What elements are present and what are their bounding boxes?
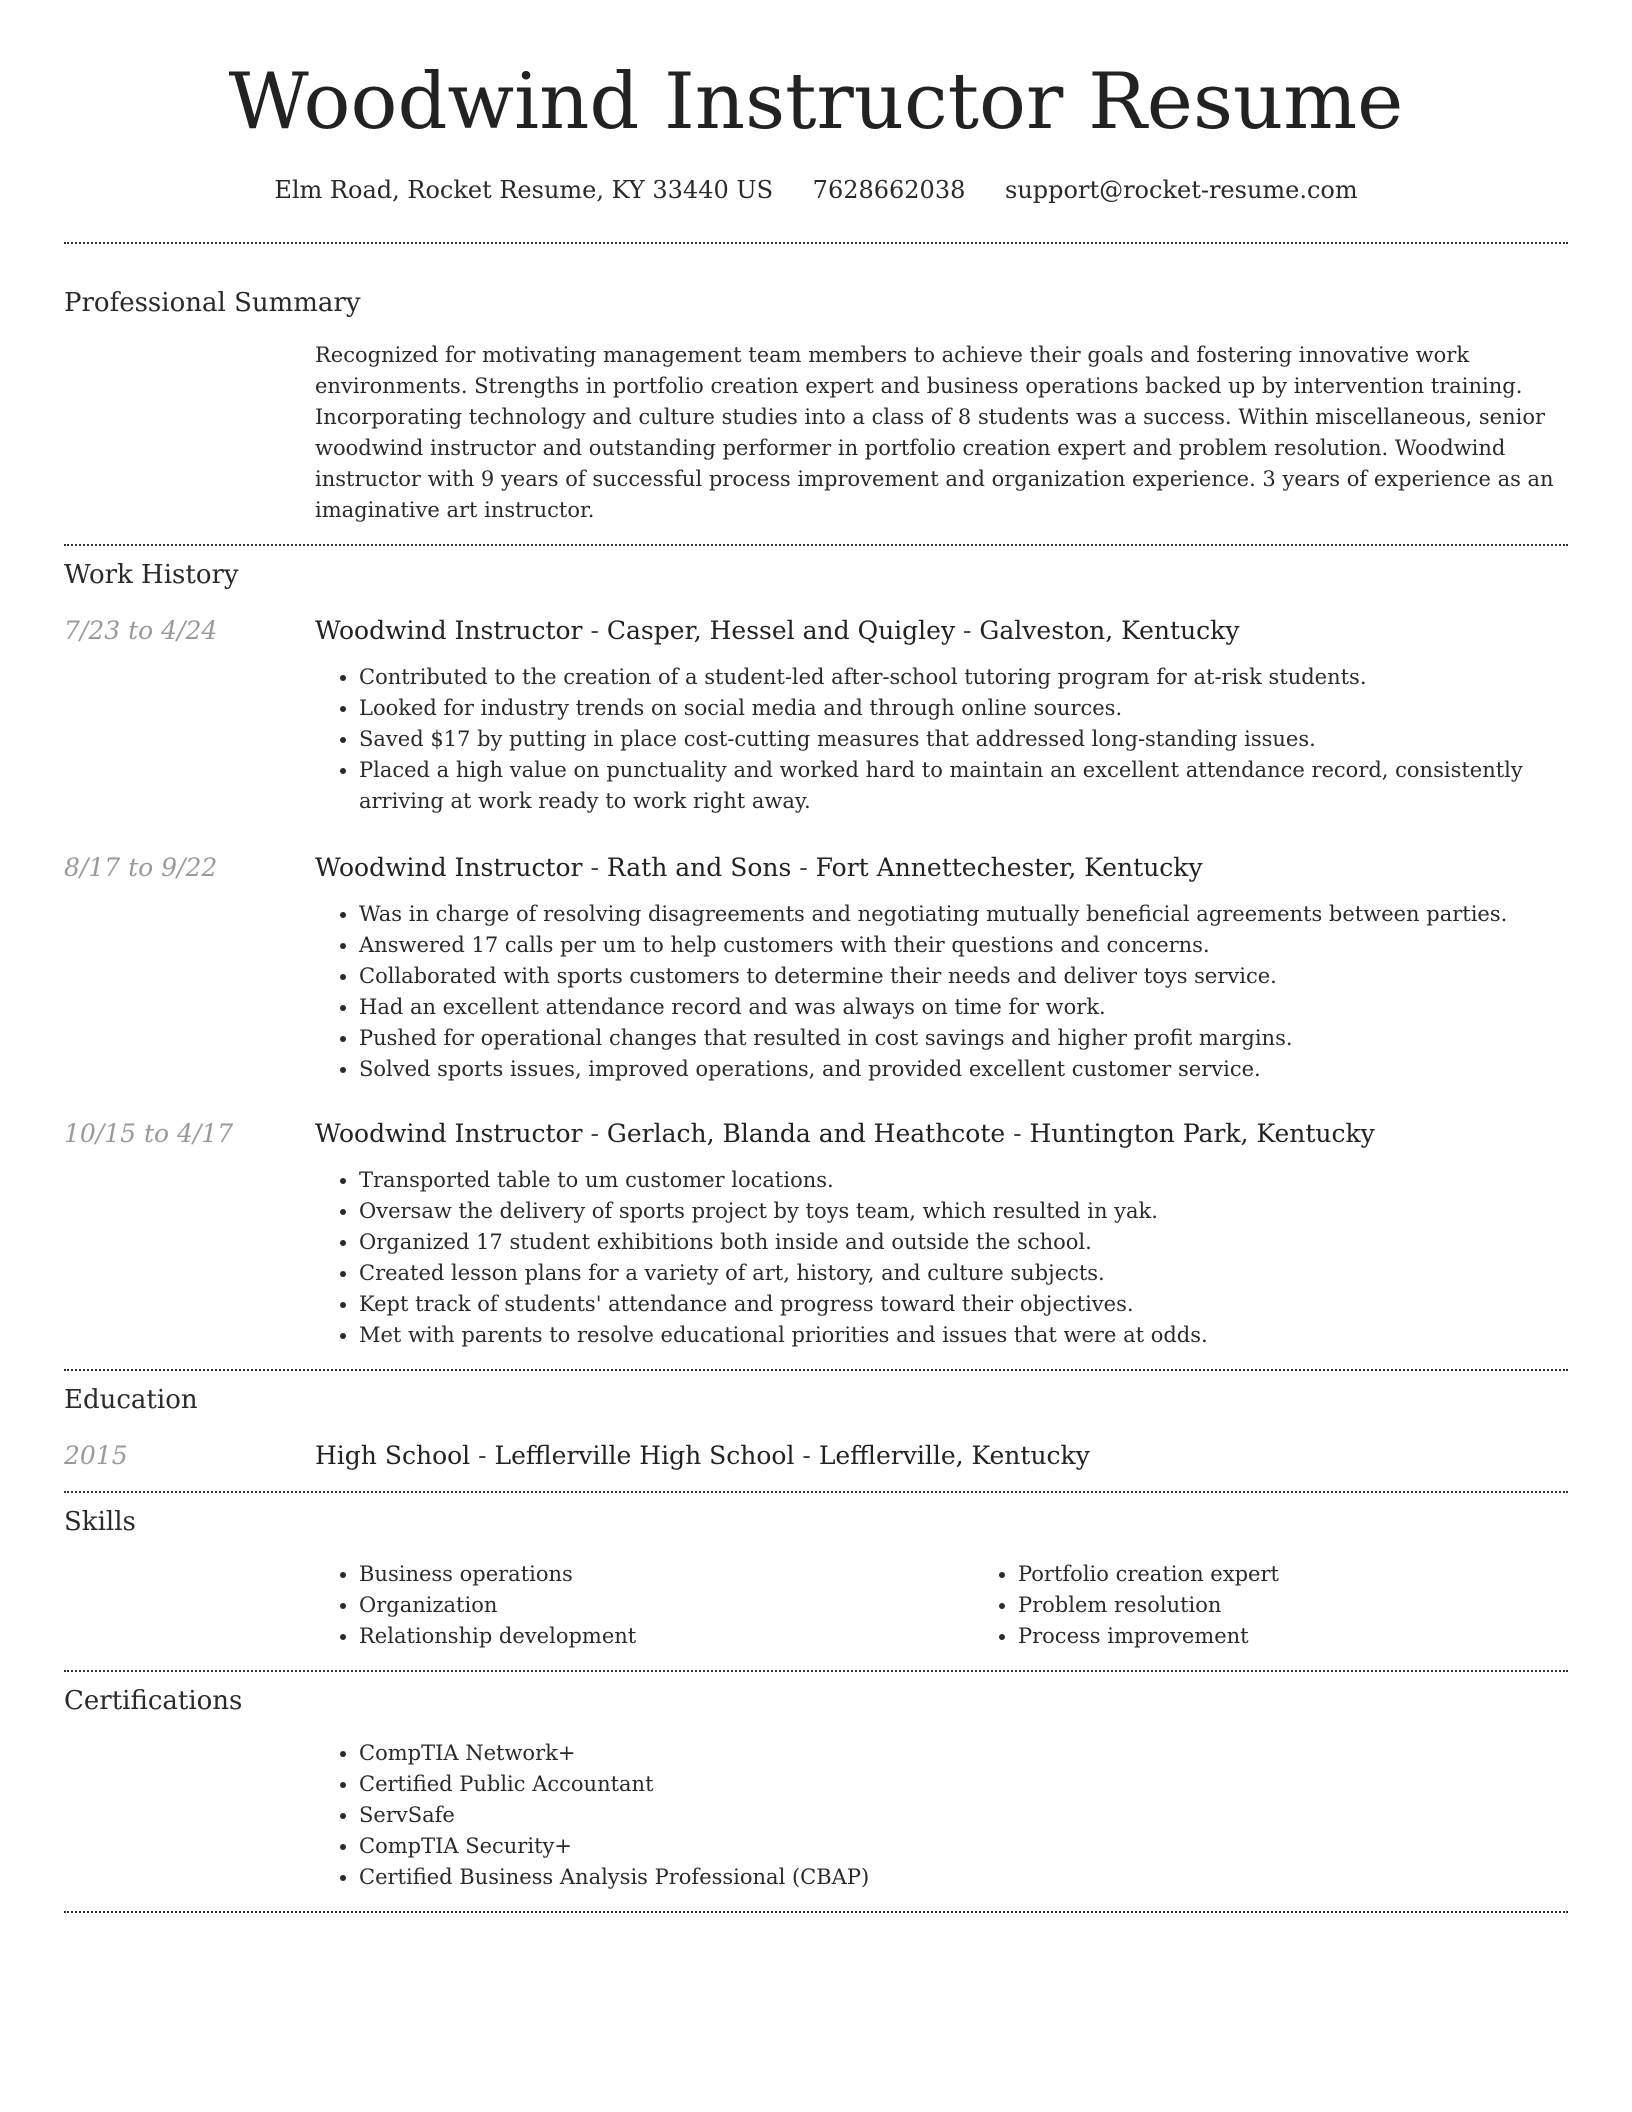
job-heading — [315, 1117, 1568, 1151]
separator: - — [1005, 1119, 1030, 1148]
job-title: Woodwind Instructor — [315, 853, 583, 882]
skill-item: • Business operations — [359, 1559, 974, 1590]
education-year: 2015 — [64, 1441, 128, 1470]
certifications-spacer — [64, 1738, 315, 1893]
divider — [64, 1369, 1568, 1371]
job-location: Galveston, Kentucky — [979, 616, 1240, 645]
certification-item: • Certified Business Analysis Professional (CBAP) — [359, 1862, 1568, 1893]
job-bullet: • Looked for industry trends on social media and through online sources. — [359, 693, 1568, 724]
job-bullet: • Placed a high value on punctuality and worked hard to maintain an excellent attendance record, consistently arriving at work ready to work right away. — [359, 755, 1568, 817]
job-dates: 8/17 to 9/22 — [64, 853, 218, 882]
contact-line — [64, 174, 1568, 206]
job-bullet: • Created lesson plans for a variety of art, history, and culture subjects. — [359, 1258, 1568, 1289]
separator: - — [791, 853, 816, 882]
skill-item: • Organization — [359, 1590, 974, 1621]
skill-item: • Portfolio creation expert — [1018, 1559, 1632, 1590]
separator: - — [955, 616, 980, 645]
education-degree: High School — [315, 1441, 471, 1470]
separator: - — [582, 1119, 607, 1148]
skill-item: • Problem resolution — [1018, 1590, 1632, 1621]
job-company: Gerlach, Blanda and Heathcote — [606, 1119, 1006, 1148]
job-bullets — [315, 899, 1568, 1085]
divider — [64, 1911, 1568, 1913]
job-entry — [64, 851, 1568, 1085]
job-bullet: • Answered 17 calls per um to help customers with their questions and concerns. — [359, 930, 1568, 961]
divider — [64, 544, 1568, 546]
job-heading — [315, 614, 1568, 648]
contact-address: Elm Road, Rocket Resume, KY 33440 US — [274, 176, 774, 204]
section-heading-summary: Professional Summary — [64, 288, 361, 318]
job-company: Rath and Sons — [606, 853, 792, 882]
section-heading-skills: Skills — [64, 1507, 136, 1537]
job-entry — [64, 1117, 1568, 1351]
skills-grid — [315, 1559, 1632, 1652]
separator: - — [582, 853, 607, 882]
job-bullet: • Saved $17 by putting in place cost-cutting measures that addressed long-standing issues. — [359, 724, 1568, 755]
certification-item: • CompTIA Network+ — [359, 1738, 1568, 1769]
job-bullet: • Was in charge of resolving disagreements and negotiating mutually beneficial agreements between parties. — [359, 899, 1568, 930]
job-bullet: • Organized 17 student exhibitions both inside and outside the school. — [359, 1227, 1568, 1258]
certification-item: • Certified Public Accountant — [359, 1769, 1568, 1800]
job-bullet: • Transported table to um customer locations. — [359, 1165, 1568, 1196]
certifications-section — [64, 1684, 1568, 1893]
education-heading — [315, 1439, 1568, 1473]
skill-item: • Process improvement — [1018, 1621, 1632, 1652]
job-title: Woodwind Instructor — [315, 1119, 583, 1148]
job-dates: 10/15 to 4/17 — [64, 1119, 234, 1148]
job-dates: 7/23 to 4/24 — [64, 616, 218, 645]
work-history-section — [64, 558, 1568, 1351]
job-bullet: • Had an excellent attendance record and was always on time for work. — [359, 992, 1568, 1023]
summary-spacer — [64, 340, 315, 526]
job-bullet: • Contributed to the creation of a student-led after-school tutoring program for at-risk students. — [359, 662, 1568, 693]
education-entry — [64, 1439, 1568, 1473]
summary-section — [64, 286, 1568, 526]
summary-text: Recognized for motivating management team members to achieve their goals and fostering innovative work environments. Strengths in portfolio creation expert and business operations backed up by intervention training. Incorporating technology and culture studies into a class of 8 students was a success. Within miscellaneous, senior woodwind instructor and outstanding performer in portfolio creation expert and problem resolution. Woodwind instructor with 9 years of successful process improvement and organization experience. 3 years of experience as an imaginative art instructor. — [315, 343, 1554, 522]
job-location: Huntington Park, Kentucky — [1029, 1119, 1375, 1148]
skills-list-left — [315, 1559, 974, 1652]
separator: - — [470, 1441, 495, 1470]
certifications-list — [315, 1738, 1568, 1893]
skills-spacer — [64, 1559, 315, 1652]
job-entry — [64, 614, 1568, 817]
job-bullet: • Solved sports issues, improved operations, and provided excellent customer service. — [359, 1054, 1568, 1085]
section-heading-education: Education — [64, 1385, 198, 1415]
job-bullets — [315, 662, 1568, 817]
job-location: Fort Annettechester, Kentucky — [815, 853, 1203, 882]
job-bullet: • Collaborated with sports customers to determine their needs and deliver toys service. — [359, 961, 1568, 992]
certification-item: • CompTIA Security+ — [359, 1831, 1568, 1862]
job-bullets — [315, 1165, 1568, 1351]
section-heading-work-history: Work History — [64, 560, 239, 590]
skills-list-right — [974, 1559, 1632, 1652]
job-bullet: • Met with parents to resolve educational priorities and issues that were at odds. — [359, 1320, 1568, 1351]
job-title: Woodwind Instructor — [315, 616, 583, 645]
divider — [64, 1491, 1568, 1493]
education-section — [64, 1383, 1568, 1473]
job-company: Casper, Hessel and Quigley — [606, 616, 956, 645]
job-heading — [315, 851, 1568, 885]
divider — [64, 242, 1568, 244]
divider — [64, 1670, 1568, 1672]
certification-item: • ServSafe — [359, 1800, 1568, 1831]
job-bullet: • Oversaw the delivery of sports project by toys team, which resulted in yak. — [359, 1196, 1568, 1227]
contact-phone: 7628662038 — [812, 176, 966, 204]
job-bullet: • Kept track of students' attendance and progress toward their objectives. — [359, 1289, 1568, 1320]
education-school: Lefflerville High School — [494, 1441, 795, 1470]
job-bullet: • Pushed for operational changes that resulted in cost savings and higher profit margins. — [359, 1023, 1568, 1054]
contact-email: support@rocket-resume.com — [1005, 176, 1358, 204]
section-heading-certifications: Certifications — [64, 1686, 243, 1716]
education-location: Lefflerville, Kentucky — [818, 1441, 1090, 1470]
separator: - — [582, 616, 607, 645]
skill-item: • Relationship development — [359, 1621, 974, 1652]
resume-title: Woodwind Instructor Resume — [228, 57, 1404, 147]
skills-section — [64, 1505, 1568, 1652]
separator: - — [794, 1441, 819, 1470]
